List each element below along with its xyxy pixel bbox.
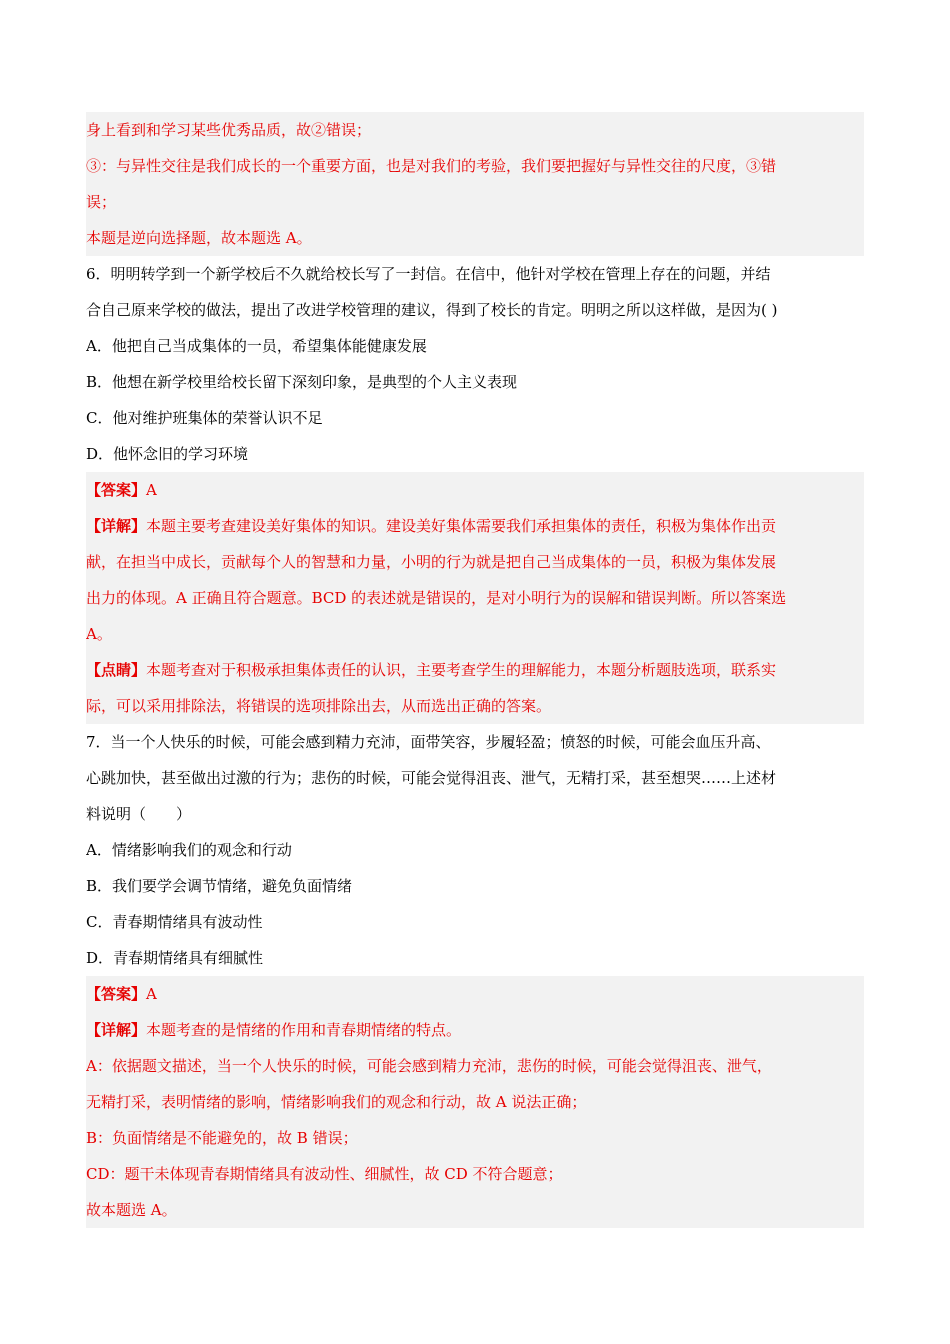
option-c: C．他对维护班集体的荣誉认识不足 xyxy=(86,409,323,427)
detail-tag: 【详解】 xyxy=(86,517,147,535)
option-d: D．他怀念旧的学习环境 xyxy=(86,445,249,463)
detail-line: 无精打采，表明情绪的影响，情绪影响我们的观念和行动，故 A 说法正确； xyxy=(86,1093,587,1111)
detail-line xyxy=(86,1012,864,1048)
question-stem-line: 料说明（ ） xyxy=(86,805,192,823)
question-7 xyxy=(86,724,864,976)
question-stem-line: 6．明明转学到一个新学校后不久就给校长写了一封信。在信中，他针对学校在管理上存在的问题，并结 xyxy=(86,265,771,283)
option-b: B．我们要学会调节情绪，避免负面情绪 xyxy=(86,877,353,895)
explanation-line: 身上看到和学习某些优秀品质，故②错误； xyxy=(86,121,372,139)
question-stem-line: 合自己原来学校的做法，提出了改进学校管理的建议，得到了校长的肯定。明明之所以这样做，是因为( ) xyxy=(86,301,778,319)
detail-line: 献，在担当中成长，贡献每个人的智慧和力量，小明的行为就是把自己当成集体的一员，积极为集体发展 xyxy=(86,553,777,571)
question-6-explanation xyxy=(86,472,864,724)
option-b: B．他想在新学校里给校长留下深刻印象，是典型的个人主义表现 xyxy=(86,373,518,391)
question-stem-line: 7．当一个人快乐的时候，可能会感到精力充沛，面带笑容，步履轻盈；愤怒的时候，可能会血压升高、 xyxy=(86,733,771,751)
comment-tag: 【点睛】 xyxy=(86,661,147,679)
answer-value: A xyxy=(146,481,157,499)
detail-tag: 【详解】 xyxy=(86,1021,147,1039)
detail-line: B：负面情绪是不能避免的，故 B 错误； xyxy=(86,1129,358,1147)
answer-tag: 【答案】 xyxy=(86,481,147,499)
explanation-line: ③：与异性交往是我们成长的一个重要方面，也是对我们的考验，我们要把握好与异性交往的尺度，③错 xyxy=(86,157,777,175)
answer-tag: 【答案】 xyxy=(86,985,147,1003)
detail-line: A。 xyxy=(86,625,112,643)
detail-text: 本题考查的是情绪的作用和青春期情绪的特点。 xyxy=(146,1021,462,1039)
answer-line xyxy=(86,472,864,508)
prev-explanation xyxy=(86,112,864,256)
question-6 xyxy=(86,256,864,472)
detail-line: 出力的体现。A 正确且符合题意。BCD 的表述就是错误的，是对小明行为的误解和错误判断。所以答案选 xyxy=(86,589,787,607)
option-a: A．情绪影响我们的观念和行动 xyxy=(86,841,292,859)
option-a: A．他把自己当成集体的一员，希望集体能健康发展 xyxy=(86,337,427,355)
document-page xyxy=(86,112,864,1228)
detail-line xyxy=(86,508,864,544)
detail-text: 本题主要考查建设美好集体的知识。建设美好集体需要我们承担集体的责任，积极为集体作出贡 xyxy=(146,517,777,535)
comment-line: 际，可以采用排除法，将错误的选项排除出去，从而选出正确的答案。 xyxy=(86,697,552,715)
answer-value: A xyxy=(146,985,157,1003)
detail-line: CD：题干未体现青春期情绪具有波动性、细腻性，故 CD 不符合题意； xyxy=(86,1165,563,1183)
answer-line xyxy=(86,976,864,1012)
question-stem-line: 心跳加快，甚至做出过激的行为；悲伤的时候，可能会觉得沮丧、泄气，无精打采，甚至想哭……上述材 xyxy=(86,769,777,787)
comment-line xyxy=(86,652,864,688)
explanation-line: 本题是逆向选择题，故本题选 A。 xyxy=(86,229,312,247)
explanation-line: 误； xyxy=(86,193,117,211)
option-d: D．青春期情绪具有细腻性 xyxy=(86,949,264,967)
detail-line: A：依据题文描述，当一个人快乐的时候，可能会感到精力充沛，悲伤的时候，可能会觉得沮丧、泄气， xyxy=(86,1057,772,1075)
comment-text: 本题考查对于积极承担集体责任的认识，主要考查学生的理解能力，本题分析题肢选项，联系实 xyxy=(146,661,777,679)
detail-line: 故本题选 A。 xyxy=(86,1201,177,1219)
question-7-explanation xyxy=(86,976,864,1228)
option-c: C．青春期情绪具有波动性 xyxy=(86,913,263,931)
